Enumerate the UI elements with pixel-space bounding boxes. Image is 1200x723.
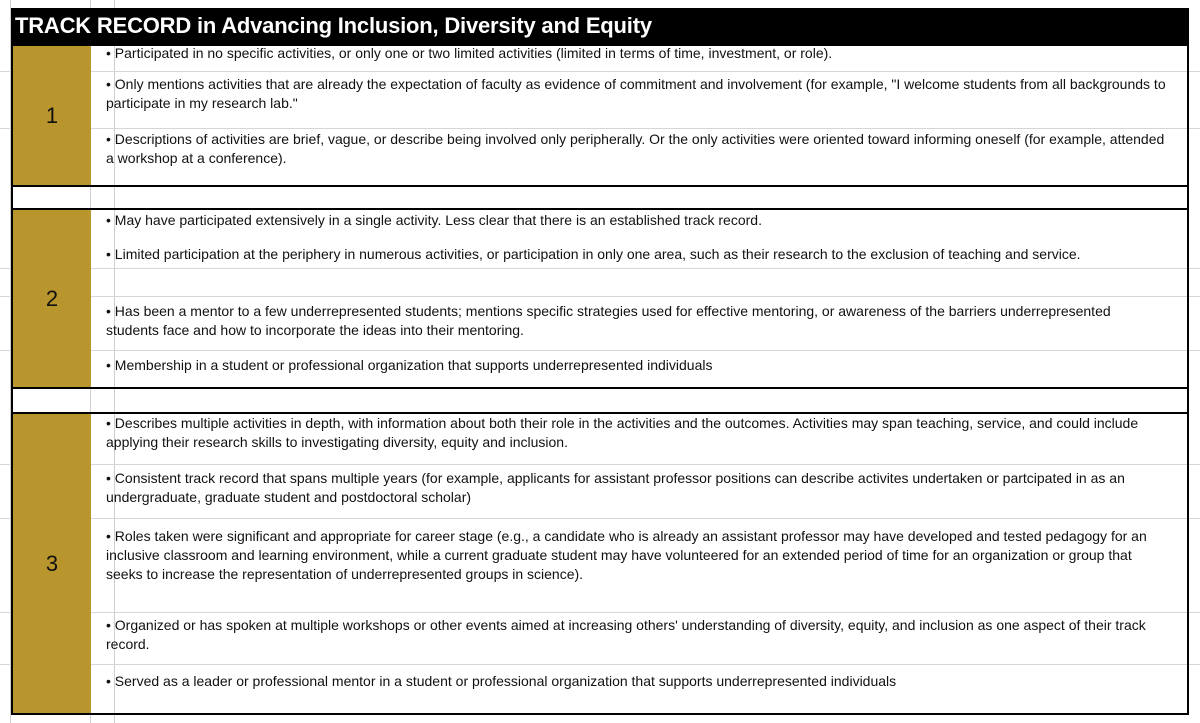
level-1-bullet: • Descriptions of activities are brief, vague, or describe being involved only peripherally. Or the only activities were oriented toward informing oneself (for example, attended a workshop at a conference). (106, 131, 1165, 166)
level-2-bullet: • May have participated extensively in a single activity. Less clear that there is an established track record. (106, 212, 762, 228)
level-3-bullet: • Consistent track record that spans multiple years (for example, applicants for assistant professor positions can describe activites undertaken or partcipated in as an undergraduate, graduate student and postdoctoral scholar) (106, 470, 1125, 505)
separator-row (11, 187, 1189, 209)
level-3-bullet: • Organized or has spoken at multiple workshops or other events aimed at increasing others' understanding of diversity, equity, and inclusion as one aspect of their track record. (106, 617, 1146, 652)
level-3-bullet: • Roles taken were significant and appropriate for career stage (e.g., a candidate who is already an assistant professor may have developed and tested pedagogy for an inclusive classroom and learning environment, while a current graduate student may have volunteered for an extended period of time for an organization or group that seeks to increase the representation of underrepresented groups in science). (106, 528, 1147, 582)
level-number-cell: 2 (13, 210, 91, 387)
level-1-bullet: • Only mentions activities that are already the expectation of faculty as evidence of commitment and involvement (for example, "I welcome students from all backgrounds to participate in my research lab." (106, 76, 1166, 111)
level-2-bullet: • Has been a mentor to a few underrepresented students; mentions specific strategies used for effective mentoring, or awareness of the barriers underrepresented students face and how to incorporate the ideas into their mentoring. (106, 303, 1111, 338)
page-title: TRACK RECORD in Advancing Inclusion, Diversity and Equity (11, 8, 1189, 44)
level-number-cell: 1 (13, 46, 91, 185)
level-2-bullet: • Limited participation at the periphery in numerous activities, or participation in only one area, such as their research to the exclusion of teaching and service. (106, 246, 1081, 262)
separator-row (11, 389, 1189, 413)
level-1-bullet: • Participated in no specific activities, or only one or two limited activities (limited in terms of time, investment, or role). (106, 45, 833, 61)
level-3-bullet: • Describes multiple activities in depth, with information about both their role in the activities and the outcomes. Activities may span teaching, service, and could include applying their research skills to investigating diversity, equity and inclusion. (106, 415, 1139, 450)
level-3-bullet: • Served as a leader or professional mentor in a student or professional organization that supports underrepresented individuals (106, 673, 897, 689)
level-number-cell: 3 (13, 414, 91, 713)
level-2-bullet: • Membership in a student or professional organization that supports underrepresented individuals (106, 357, 713, 373)
